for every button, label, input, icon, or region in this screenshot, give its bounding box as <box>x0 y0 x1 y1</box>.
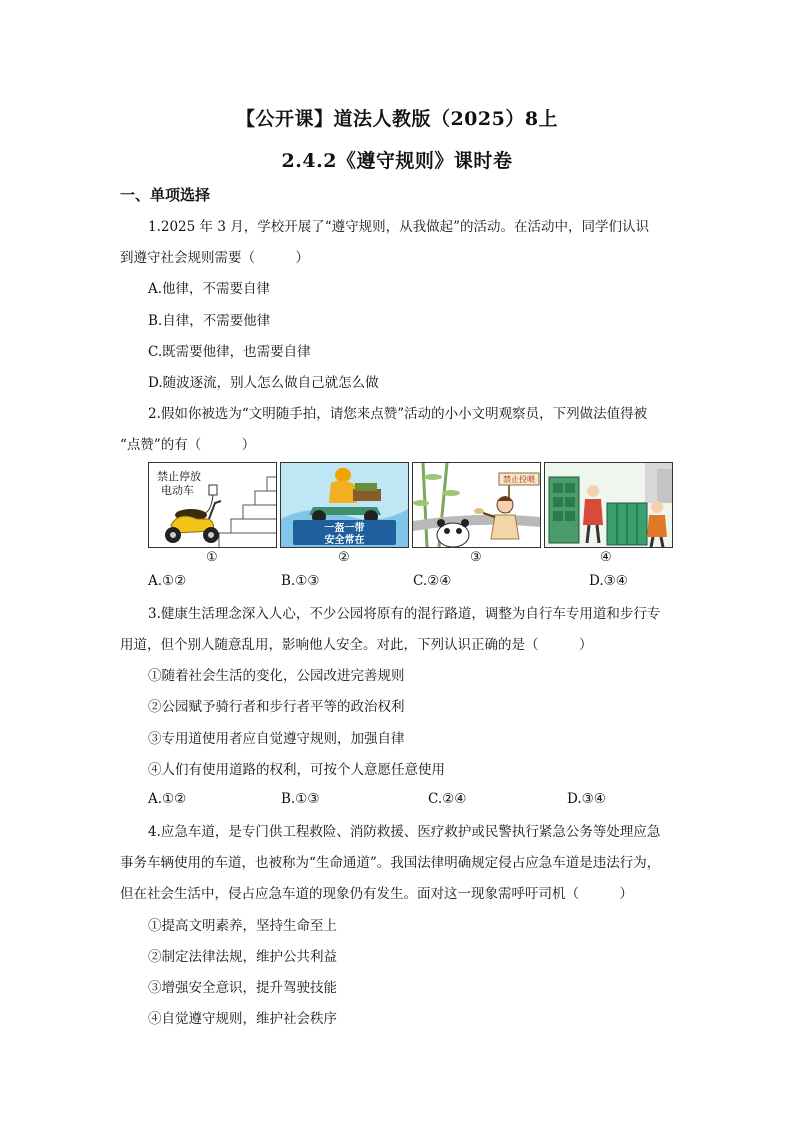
q2-picture-2 <box>280 462 409 548</box>
img1-sign-line1: 禁止停放 <box>157 470 201 483</box>
picture-label-4: ④ <box>600 550 612 565</box>
q3-stem-line2: 用道，但个别人随意乱用，影响他人安全。对此，下列认识正确的是（ ） <box>120 637 593 653</box>
q2-stem-line2: “点赞”的有（ ） <box>120 437 256 453</box>
q3-choice-b: B.①③ <box>281 791 320 807</box>
q4-item-3: ③增强安全意识，提升驾驶技能 <box>148 980 337 996</box>
page-title-line1: 【公开课】道法人教版（2025）8上 <box>235 108 559 130</box>
q2-picture-3 <box>412 462 541 548</box>
q2-choice-d: D.③④ <box>589 573 628 589</box>
q4-stem-line1: 4.应急车道，是专门供工程救险、消防救援、医疗救护或民警执行紧急公务等处理应急 <box>148 824 661 840</box>
q3-choice-a: A.①② <box>148 791 187 807</box>
q2-picture-4 <box>544 462 673 548</box>
q2-choices <box>148 573 668 593</box>
q3-item-3: ③专用道使用者应自觉遵守规则，加强自律 <box>148 731 405 747</box>
q3-stem-line1: 3.健康生活理念深入人心，不少公园将原有的混行路道，调整为自行车专用道和步行专 <box>148 606 661 622</box>
img1-sign-line2: 电动车 <box>161 484 194 497</box>
q2-picture-labels <box>148 550 673 568</box>
q4-item-4: ④自觉遵守规则，维护社会秩序 <box>148 1011 337 1027</box>
img3-sign: 禁止投喂 <box>503 475 535 484</box>
q3-choice-d: D.③④ <box>567 791 606 807</box>
q2-choice-c: C.②④ <box>413 573 452 589</box>
q1-option-d: D.随波逐流，别人怎么做自己就怎么做 <box>148 375 379 391</box>
q1-option-b: B.自律，不需要他律 <box>148 313 271 329</box>
q1-stem-line1: 1.2025 年 3 月，学校开展了“遵守规则，从我做起”的活动。在活动中，同学们认识 <box>148 219 650 235</box>
q1-option-c: C.既需要他律，也需要自律 <box>148 344 311 360</box>
q4-item-1: ①提高文明素养，坚持生命至上 <box>148 918 337 934</box>
q3-item-4: ④人们有使用道路的权利，可按个人意愿任意使用 <box>148 762 445 778</box>
q3-choices <box>148 791 668 811</box>
section-heading: 一、单项选择 <box>120 186 211 204</box>
q4-item-2: ②制定法律法规，维护公共利益 <box>148 949 337 965</box>
q2-stem-line1: 2.假如你被选为“文明随手拍，请您来点赞”活动的小小文明观察员，下列做法值得被 <box>148 406 648 422</box>
q2-picture-strip <box>148 462 673 548</box>
q1-stem-line2: 到遵守社会规则需要（ ） <box>120 250 309 266</box>
picture-label-1: ① <box>206 550 218 565</box>
img2-banner-line2: 安全常在 <box>324 535 365 546</box>
q3-choice-c: C.②④ <box>428 791 467 807</box>
q2-choice-a: A.①② <box>148 573 187 589</box>
q3-item-1: ①随着社会生活的变化，公园改进完善规则 <box>148 668 405 684</box>
q4-stem-line3: 但在社会生活中，侵占应急车道的现象仍有发生。面对这一现象需呼吁司机（ ） <box>120 886 633 902</box>
q2-picture-1 <box>148 462 277 548</box>
picture-label-3: ③ <box>470 550 482 565</box>
q3-item-2: ②公园赋予骑行者和步行者平等的政治权利 <box>148 699 405 715</box>
page-title-line2: 2.4.2《遵守规则》课时卷 <box>281 150 513 172</box>
q4-stem-line2: 事务车辆使用的车道，也被称为“生命通道”。我国法律明确规定侵占应急车道是违法行为， <box>120 855 661 871</box>
img2-banner-line1: 一盔一带 <box>324 523 365 534</box>
q2-choice-b: B.①③ <box>281 573 320 589</box>
q1-option-a: A.他律，不需要自律 <box>148 281 271 297</box>
picture-label-2: ② <box>338 550 350 565</box>
